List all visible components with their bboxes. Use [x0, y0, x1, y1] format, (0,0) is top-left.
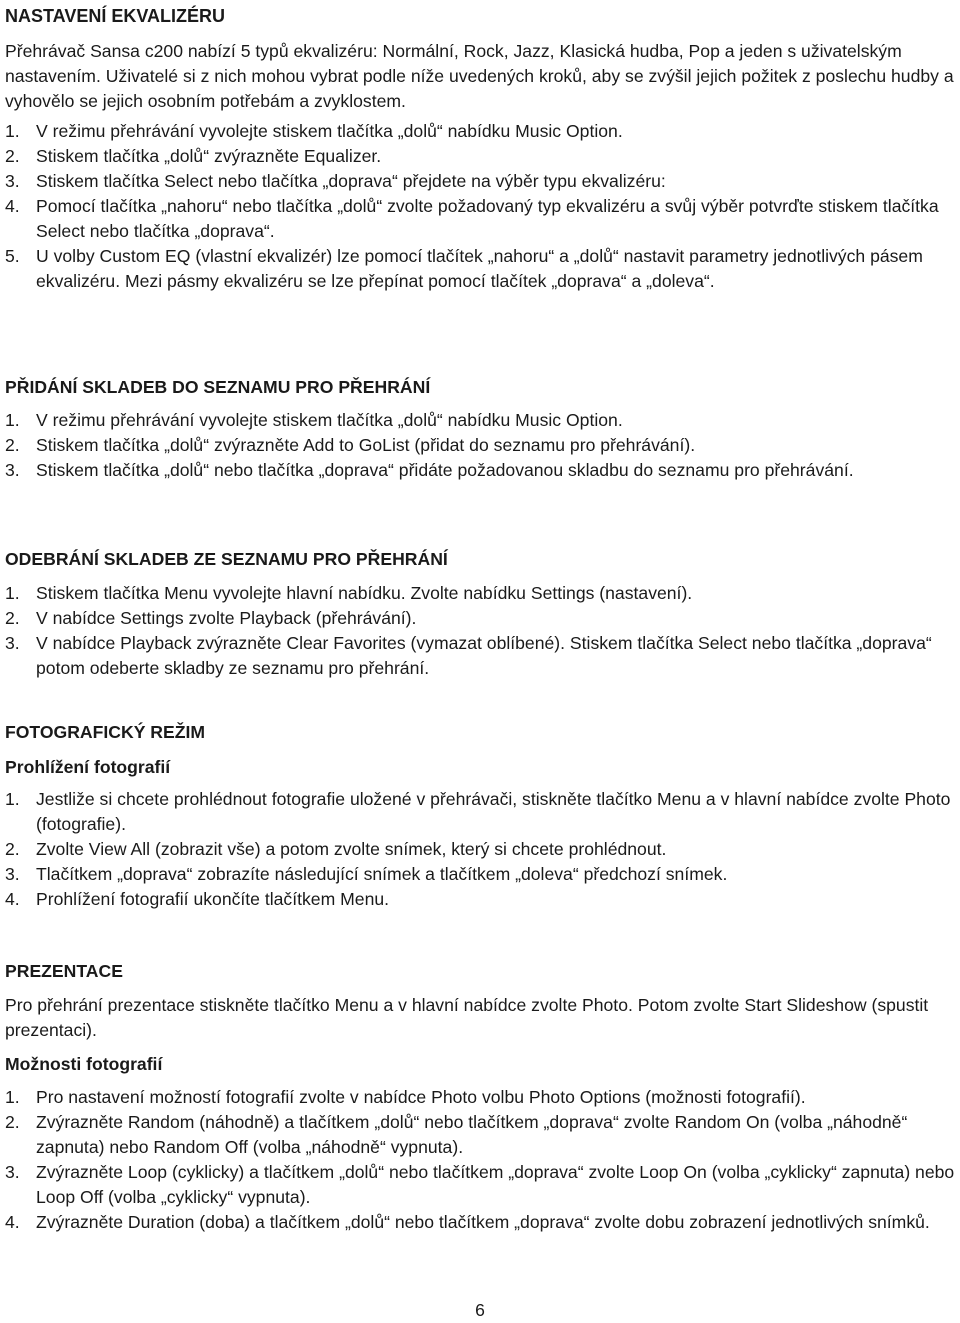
step-text: Zvýrazněte Duration (doba) a tlačítkem „dolů“ nebo tlačítkem „doprava“ zvolte dobu zobrazení jednotlivých snímků. [36, 1212, 930, 1232]
step-text: Pro nastavení možností fotografií zvolte v nabídce Photo volbu Photo Options (možnosti fotografií). [36, 1087, 806, 1107]
step-number: 2. [5, 435, 20, 455]
list-item [5, 408, 955, 433]
list-item [5, 631, 955, 681]
list-item [5, 606, 955, 631]
step-number: 3. [5, 864, 20, 884]
section-equalizer [5, 3, 955, 114]
list-item [5, 144, 955, 169]
step-number: 2. [5, 608, 20, 628]
list-item [5, 862, 955, 887]
list-item [5, 1210, 955, 1235]
equalizer-steps [5, 119, 955, 294]
section-intro: Pro přehrání prezentace stiskněte tlačítko Menu a v hlavní nabídce zvolte Photo. Potom zvolte Start Slideshow (spustit prezentaci). [5, 995, 929, 1040]
step-number: 4. [5, 1212, 20, 1232]
list-item [5, 1160, 955, 1210]
photo-steps [5, 787, 955, 912]
list-item [5, 1085, 955, 1110]
list-item [5, 1110, 955, 1160]
page-number: 6 [475, 1300, 485, 1320]
step-text: Zvýrazněte Random (náhodně) a tlačítkem „dolů“ nebo tlačítkem „doprava“ zvolte Random On (volba „náhodně“ zapnuta) nebo Random Off (volba „náhodně“ vypnuta). [36, 1112, 908, 1157]
step-text: Zvýrazněte Loop (cyklicky) a tlačítkem „dolů“ nebo tlačítkem „doprava“ zvolte Loop On (volba „cyklicky“ zapnuta) nebo Loop Off (volba „cyklicky“ vypnuta). [36, 1162, 955, 1207]
list-item [5, 433, 955, 458]
step-text: Prohlížení fotografií ukončíte tlačítkem Menu. [36, 889, 390, 909]
section-intro: Přehrávač Sansa c200 nabízí 5 typů ekvalizéru: Normální, Rock, Jazz, Klasická hudba, Pop a jeden s uživatelským nastavením. Uživatelé si z nich mohou vybrat podle níže uvedených kroků, aby se zvýšil jejich požitek z poslechu hudby a vyhovělo se jejich osobním potřebám a zvyklostem. [5, 41, 954, 111]
remove-golist-steps [5, 581, 955, 681]
step-text: Stiskem tlačítka Select nebo tlačítka „doprava“ přejdete na výběr typu ekvalizéru: [36, 171, 666, 191]
step-number: 3. [5, 1162, 20, 1182]
step-number: 2. [5, 839, 20, 859]
step-number: 3. [5, 633, 20, 653]
step-text: Stiskem tlačítka „dolů“ zvýrazněte Equalizer. [36, 146, 382, 166]
list-item [5, 887, 955, 912]
step-number: 1. [5, 789, 20, 809]
step-text: Zvolte View All (zobrazit vše) a potom zvolte snímek, který si chcete prohlédnout. [36, 839, 667, 859]
step-number: 1. [5, 1087, 20, 1107]
step-number: 4. [5, 889, 20, 909]
section-subtitle: Prohlížení fotografií [5, 757, 171, 777]
list-item [5, 458, 955, 483]
step-text: V nabídce Playback zvýrazněte Clear Favorites (vymazat oblíbené). Stiskem tlačítka Select nebo tlačítka „doprava“ potom odeberte skladby ze seznamu pro přehrání. [36, 633, 932, 678]
step-text: Stiskem tlačítka „dolů“ zvýrazněte Add to GoList (přidat do seznamu pro přehrávání). [36, 435, 696, 455]
step-text: Stiskem tlačítka Menu vyvolejte hlavní nabídku. Zvolte nabídku Settings (nastavení). [36, 583, 693, 603]
step-number: 3. [5, 460, 20, 480]
step-text: Jestliže si chcete prohlédnout fotografie uložené v přehrávači, stiskněte tlačítko Menu a v hlavní nabídce zvolte Photo (fotografie). [36, 789, 951, 834]
section-title: PREZENTACE [5, 961, 123, 981]
step-text: V režimu přehrávání vyvolejte stiskem tlačítka „dolů“ nabídku Music Option. [36, 121, 623, 141]
step-text: Tlačítkem „doprava“ zobrazíte následující snímek a tlačítkem „doleva“ předchozí snímek. [36, 864, 728, 884]
add-golist-steps [5, 408, 955, 483]
section-title: FOTOGRAFICKÝ REŽIM [5, 722, 206, 742]
section-title: ODEBRÁNÍ SKLADEB ZE SEZNAMU PRO PŘEHRÁNÍ [5, 549, 448, 569]
list-item [5, 837, 955, 862]
step-text: Stiskem tlačítka „dolů“ nebo tlačítka „doprava“ přidáte požadovanou skladbu do seznamu pro přehrávání. [36, 460, 854, 480]
slideshow-steps [5, 1085, 955, 1235]
step-number: 3. [5, 171, 20, 191]
list-item [5, 581, 955, 606]
list-item [5, 194, 955, 244]
list-item [5, 787, 955, 837]
list-item [5, 244, 955, 294]
section-title: NASTAVENÍ EKVALIZÉRU [5, 6, 226, 26]
list-item [5, 119, 955, 144]
step-number: 4. [5, 196, 20, 216]
step-number: 2. [5, 1112, 20, 1132]
section-title: PŘIDÁNÍ SKLADEB DO SEZNAMU PRO PŘEHRÁNÍ [5, 377, 431, 397]
section-subtitle: Možnosti fotografií [5, 1054, 163, 1074]
step-text: V režimu přehrávání vyvolejte stiskem tlačítka „dolů“ nabídku Music Option. [36, 410, 623, 430]
step-number: 2. [5, 146, 20, 166]
step-number: 1. [5, 121, 20, 141]
list-item [5, 169, 955, 194]
step-text: V nabídce Settings zvolte Playback (přehrávání). [36, 608, 417, 628]
step-text: Pomocí tlačítka „nahoru“ nebo tlačítka „dolů“ zvolte požadovaný typ ekvalizéru a svůj výběr potvrďte stiskem tlačítka Select nebo tlačítka „doprava“. [36, 196, 939, 241]
step-number: 1. [5, 410, 20, 430]
step-number: 5. [5, 246, 20, 266]
step-text: U volby Custom EQ (vlastní ekvalizér) lze pomocí tlačítek „nahoru“ a „dolů“ nastavit parametry jednotlivých pásem ekvalizéru. Mezi pásmy ekvalizéru se lze přepínat pomocí tlačítek „doprava“ a „doleva“. [36, 246, 923, 291]
step-number: 1. [5, 583, 20, 603]
